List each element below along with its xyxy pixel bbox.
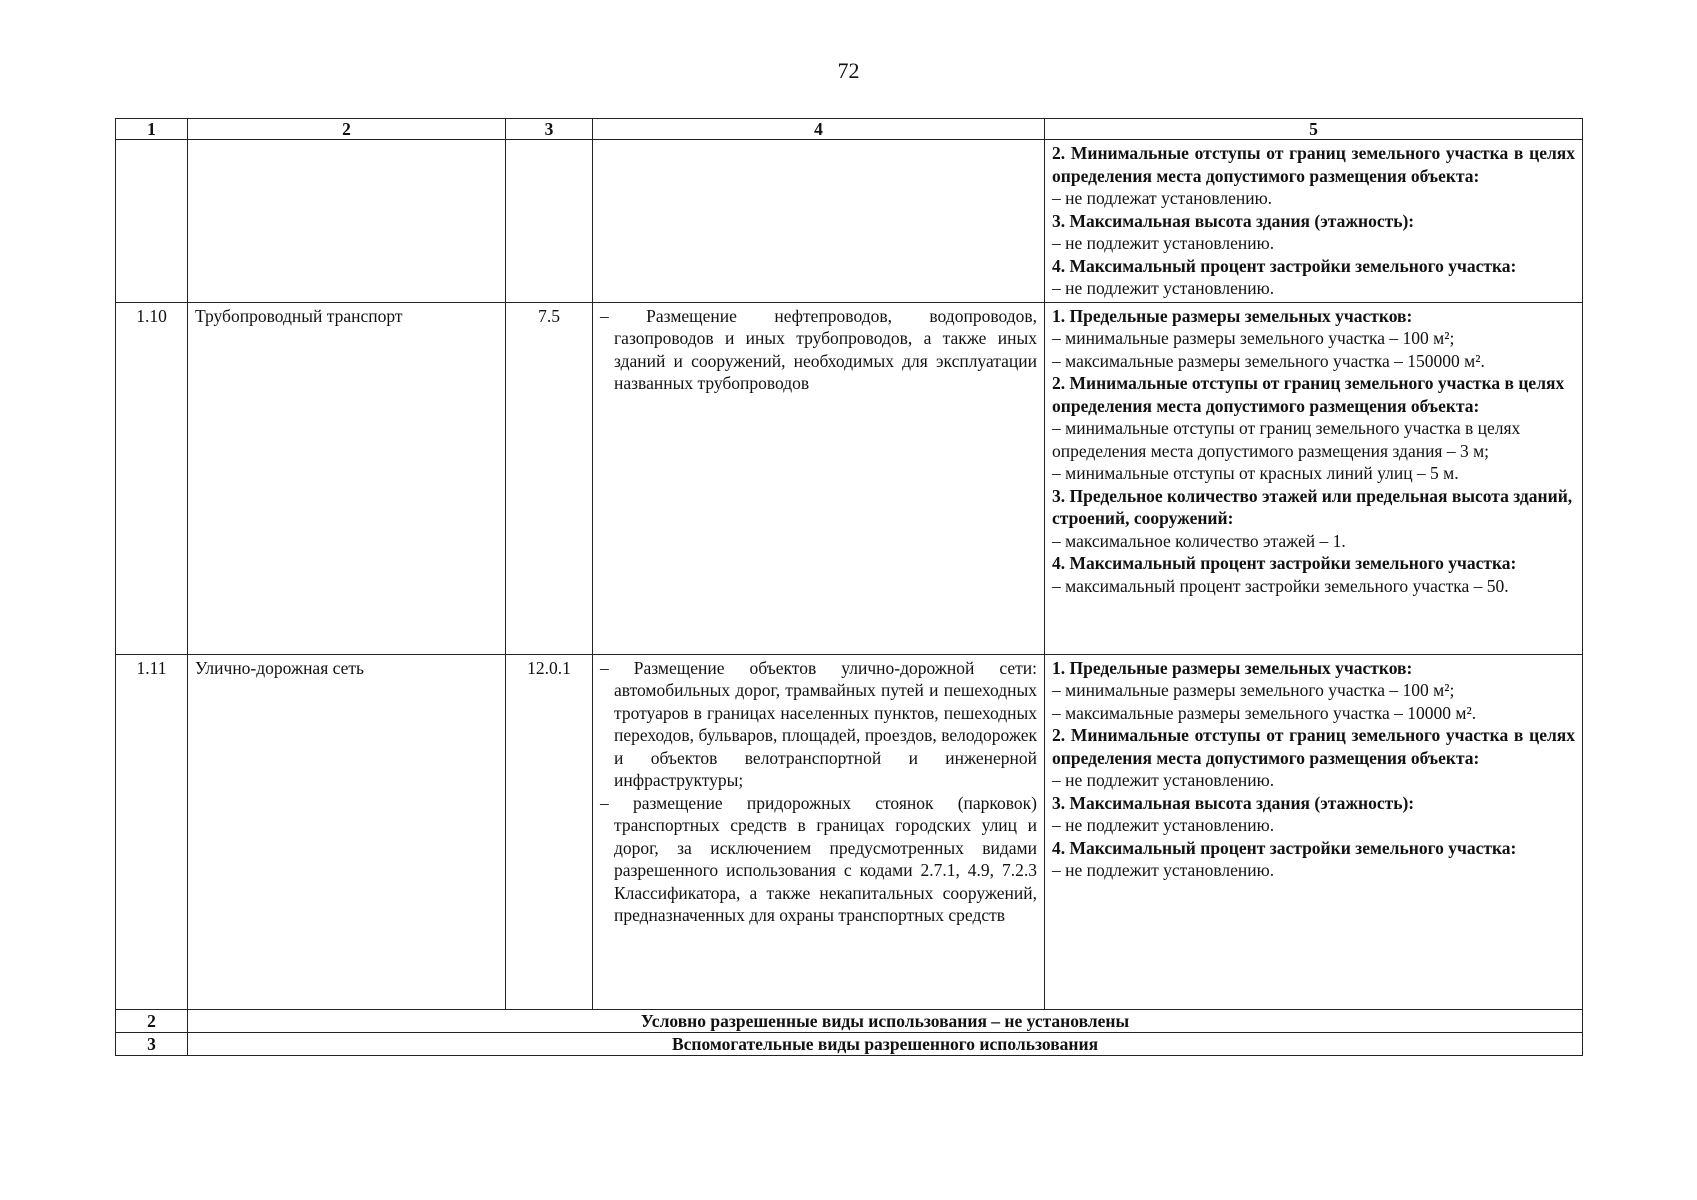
param-line: – максимальное количество этажей – 1.	[1052, 530, 1346, 551]
cell-num: 1.11	[116, 654, 188, 1009]
cell-params	[1045, 302, 1583, 654]
cell-num: 1.10	[116, 302, 188, 654]
cell-name: Улично-дорожная сеть	[188, 654, 506, 1009]
param-title: 2. Минимальные отступы от границ земельного участка в целях определения места допустимого размещения объекта:	[1052, 143, 1575, 186]
cell-params	[1045, 140, 1583, 303]
description-item: – размещение придорожных стоянок (парковок) транспортных средств в границах городских улиц и дорог, за исключением предусмотренных видами разрешенного использования с кодами 2.7.1, 4.9, 7.2.3 Классификатора, а также некапитальных сооружений, предназначенных для охраны транспортных средств	[600, 792, 1037, 925]
param-line: – не подлежит установлению.	[1052, 815, 1275, 835]
param-line: – минимальные отступы от красных линий улиц – 5 м.	[1052, 463, 1459, 483]
table-row-continued	[116, 140, 1583, 303]
param-title: 1. Предельные размеры земельных участков:	[1052, 305, 1413, 326]
param-title: 4. Максимальный процент застройки земельного участка:	[1052, 553, 1517, 573]
param-line: – минимальные размеры земельного участка – 100 м²;	[1052, 680, 1455, 700]
param-line: – не подлежит установлению.	[1052, 770, 1275, 790]
header-col-1: 1	[116, 119, 188, 140]
description-item: – Размещение объектов улично-дорожной сети: автомобильных дорог, трамвайных путей и пешеходных тротуаров в границах населенных пунктов, пешеходных переходов, бульваров, площадей, проездов, велодорожек и объектов велотранспортной и инженерной инфраструктуры;	[600, 657, 1037, 790]
param-title: 2. Минимальные отступы от границ земельного участка в целях определения места допустимого размещения объекта:	[1052, 725, 1575, 768]
param-title: 1. Предельные размеры земельных участков:	[1052, 657, 1413, 678]
param-line: – не подлежит установлению.	[1052, 278, 1275, 298]
param-title: 3. Максимальная высота здания (этажность):	[1052, 210, 1415, 231]
cell-desc	[593, 140, 1045, 303]
cell-name	[188, 140, 506, 303]
land-use-table	[115, 118, 1583, 1056]
cell-params	[1045, 654, 1583, 1009]
section-row-3	[116, 1032, 1583, 1055]
param-line: – максимальные размеры земельного участка – 10000 м².	[1052, 702, 1477, 723]
table-row-1-10	[116, 302, 1583, 654]
param-line: – максимальный процент застройки земельного участка – 50.	[1052, 575, 1509, 596]
param-line: – не подлежат установлению.	[1052, 188, 1273, 208]
table-row-1-11	[116, 654, 1583, 1009]
cell-code: 7.5	[506, 302, 593, 654]
param-line: – минимальные отступы от границ земельного участка в целях определения места допустимого размещения здания – 3 м;	[1052, 418, 1521, 461]
param-line: – не подлежит установлению.	[1052, 860, 1275, 880]
header-col-4: 4	[593, 119, 1045, 140]
cell-code: 12.0.1	[506, 654, 593, 1009]
cell-desc	[593, 654, 1045, 1009]
param-title: 4. Максимальный процент застройки земельного участка:	[1052, 837, 1517, 858]
description-item: – Размещение нефтепроводов, водопроводов, газопроводов и иных трубопроводов, а также иных зданий и сооружений, необходимых для эксплуатации названных трубопроводов	[600, 305, 1037, 393]
param-title: 4. Максимальный процент застройки земельного участка:	[1052, 255, 1517, 276]
param-title: 3. Предельное количество этажей или предельная высота зданий, строений, сооружений:	[1052, 485, 1573, 528]
param-title: 2. Минимальные отступы от границ земельного участка в целях определения места допустимого размещения объекта:	[1052, 373, 1565, 416]
param-line: – минимальные размеры земельного участка – 100 м²;	[1052, 328, 1455, 348]
param-title: 3. Максимальная высота здания (этажность):	[1052, 792, 1415, 813]
section-num: 2	[116, 1009, 188, 1032]
param-line: – максимальные размеры земельного участка – 150000 м².	[1052, 350, 1485, 371]
section-title: Условно разрешенные виды использования – не установлены	[188, 1009, 1583, 1032]
page-number: 72	[837, 58, 860, 83]
cell-num	[116, 140, 188, 303]
section-title: Вспомогательные виды разрешенного использования	[188, 1032, 1583, 1055]
param-line: – не подлежит установлению.	[1052, 233, 1275, 253]
section-num: 3	[116, 1032, 188, 1055]
cell-name: Трубопроводный транспорт	[188, 302, 506, 654]
section-row-2	[116, 1009, 1583, 1032]
header-col-3: 3	[506, 119, 593, 140]
header-row	[116, 119, 1583, 140]
header-col-5: 5	[1045, 119, 1583, 140]
cell-code	[506, 140, 593, 303]
header-col-2: 2	[188, 119, 506, 140]
cell-desc	[593, 302, 1045, 654]
